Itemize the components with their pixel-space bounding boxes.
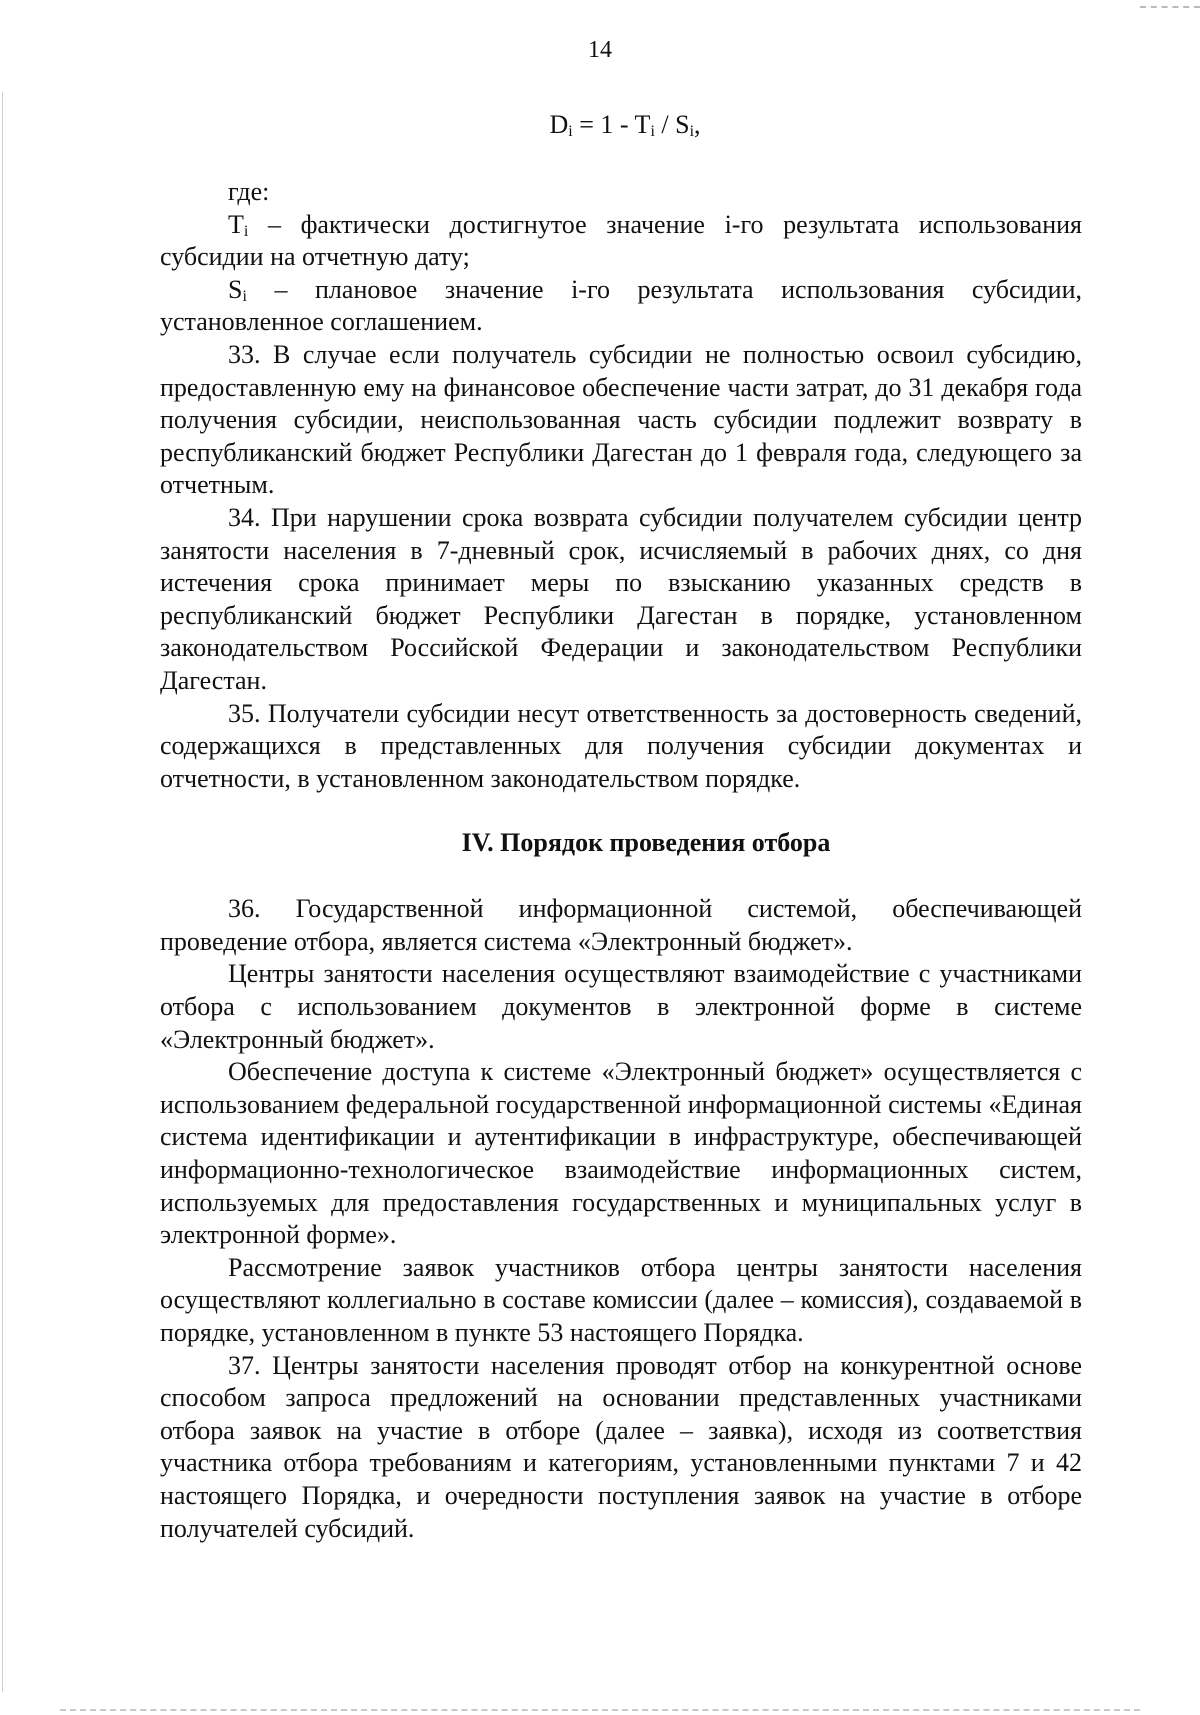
where-label: где:: [228, 177, 270, 206]
definition-s: $S_i$ – плановое значение i-го результата использования субсидии, установленное соглашением.: [160, 274, 1082, 337]
paragraph-33: 33. В случае если получатель субсидии не полностью освоил субсидию, предоставленную ему на финансовое обеспечение части затрат, до 31 декабря года получения субсидии, неиспользованная часть субсидии подлежит возврату в республиканский бюджет Республики Дагестан до 1 февраля года, следующего за отчетным.: [160, 339, 1082, 500]
paragraph-36: 36. Государственной информационной системой, обеспечивающей проведение отбора, является система «Электронный бюджет».: [160, 894, 1082, 956]
scan-edge-left: [2, 92, 3, 1692]
document-body: [160, 176, 1082, 1545]
formula: $D_i = 1 - T_i / S_i$,: [549, 110, 701, 140]
paragraph-37: 37. Центры занятости населения проводят отбор на конкурентной основе способом запроса предложений на основании представленных участниками отбора заявок на участие в отборе (далее – заявка), исходя из соответствия участника отбора требованиям и категориям, установленными пунктами 7 и 42 настоящего Порядка, и очередности поступления заявок на участие в отборе получателей субсидий.: [160, 1350, 1082, 1543]
page-number: 14: [588, 37, 612, 63]
paragraph-36-review: Рассмотрение заявок участников отбора центры занятости населения осуществляют коллегиально в составе комиссии (далее – комиссия), создаваемой в порядке, установленном в пункте 53 настоящего Порядка.: [160, 1252, 1082, 1347]
definition-t: $T_i$ – фактически достигнутое значение i-го результата использования субсидии на отчетную дату;: [160, 209, 1082, 272]
paragraph-36-centers: Центры занятости населения осуществляют взаимодействие с участниками отбора с использованием документов в электронной форме в системе «Электронный бюджет».: [160, 959, 1082, 1054]
paragraph-34: 34. При нарушении срока возврата субсидии получателем субсидии центр занятости населения в 7-дневный срок, исчисляемый в рабочих днях, со дня истечения срока принимает меры по взысканию указанных средств в республиканский бюджет Республики Дагестан в порядке, установленном законодательством Российской Федерации и законодательством Республики Дагестан.: [160, 502, 1082, 695]
paragraph-35: 35. Получатели субсидии несут ответственность за достоверность сведений, содержащихся в представленных для получения субсидии документах и отчетности, в установленном законодательством порядке.: [160, 698, 1082, 793]
scan-edge-top: [1140, 6, 1200, 8]
paragraph-36-access: Обеспечение доступа к системе «Электронный бюджет» осуществляется с использованием федеральной государственной информационной системы «Единая система идентификации и аутентификации в инфраструктуре, обеспечивающей информационно-технологическое взаимодействие информационных систем, используемых для предоставления государственных и муниципальных услуг в электронной форме».: [160, 1057, 1082, 1250]
scan-edge-bottom: [60, 1709, 1140, 1711]
section-heading: IV. Порядок проведения отбора: [461, 828, 831, 858]
